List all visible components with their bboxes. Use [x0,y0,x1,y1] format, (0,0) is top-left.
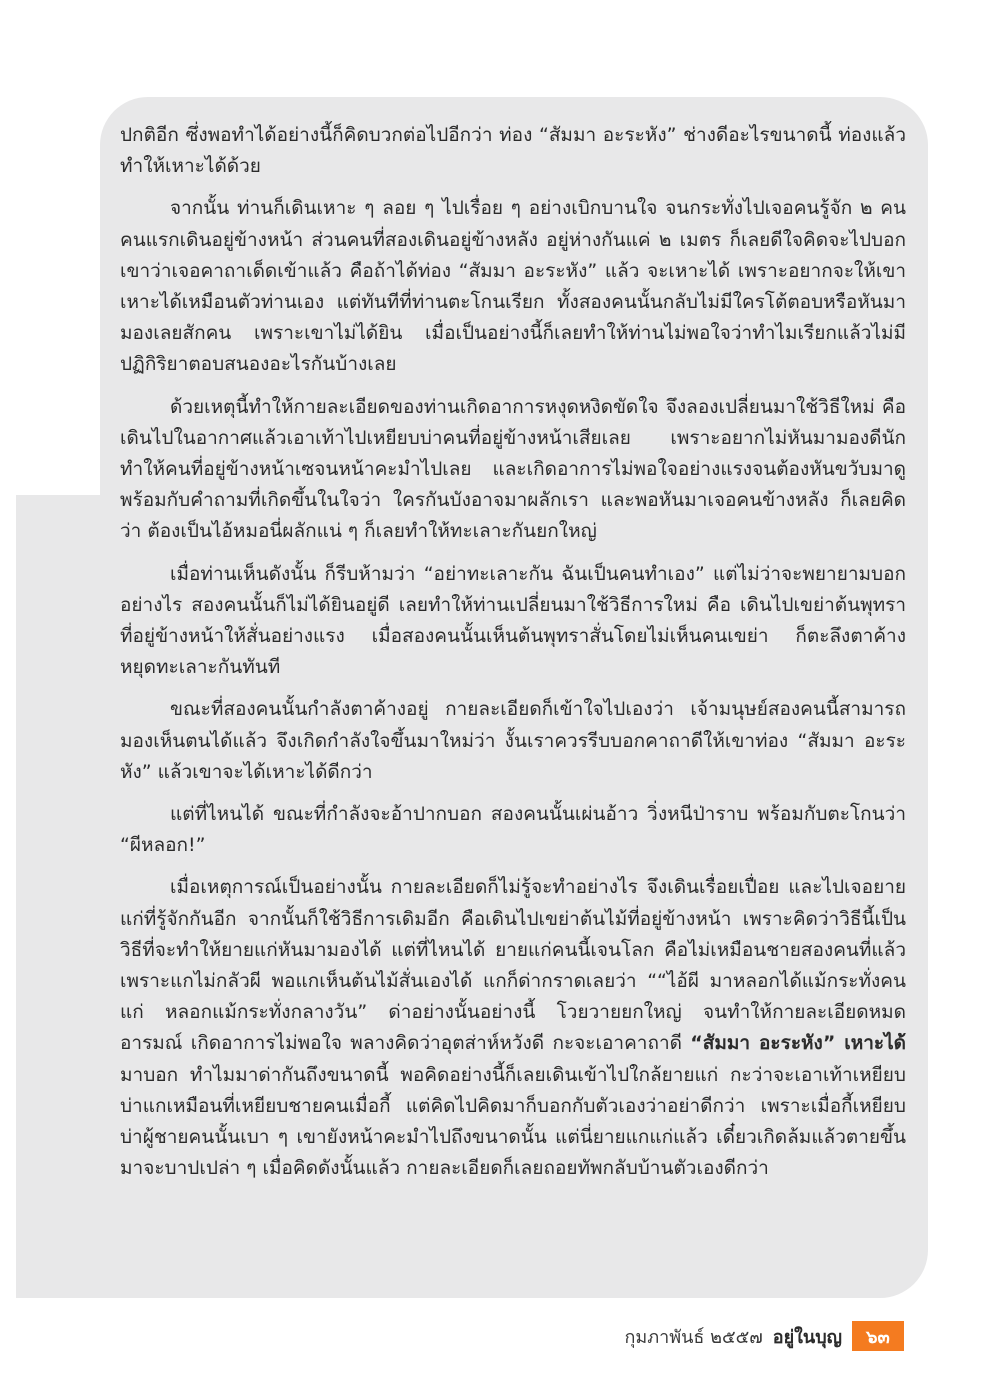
magazine-name: อยู่ในบุญ [772,1326,842,1348]
paragraph-3 [120,392,906,548]
paragraph-text: ด้วยเหตุนี้ทำให้กายละเอียดของท่านเกิดอาการหงุดหงิดขัดใจ จึงลองเปลี่ยนมาใช้วิธีใหม่ คือเดินไปในอากาศแล้วเอาเท้าไปเหยียบบ่าคนที่อยู่ข้างหน้าเสียเลย เพราะอยากไม่หันมามองดีนัก ทำให้คนที่อยู่ข้างหน้าเซจนหน้าคะมำไปเลย และเกิดอาการไม่พอใจอย่างแรงจนต้องหันขวับมาดู พร้อมกับคำถามที่เกิดขึ้นในใจว่า ใครกันบังอาจมาผลักเรา และพอหันมาเจอคนข้างหลัง ก็เลยคิดว่า ต้องเป็นไอ้หมอนี่ผลักแน่ ๆ ก็เลยทำให้ทะเลาะกันยกใหญ่ [120,395,906,543]
magazine-issue-date: กุมภาพันธ์ ๒๕๕๗ [624,1326,763,1348]
paragraph-text: เมื่อเหตุการณ์เป็นอย่างนั้น กายละเอียดก็ไม่รู้จะทำอย่างไร จึงเดินเรื่อยเปื่อย และไปเจอยายแก่ที่รู้จักกันอีก จากนั้นก็ใช้วิธีการเดิมอีก คือเดินไปเขย่าต้นไม้ที่อยู่ข้างหน้า เพราะคิดว่าวิธีนี้เป็นวิธีที่จะทำให้ยายแก่หันมามองได้ แต่ที่ไหนได้ ยายแก่คนนี้เจนโลก คือไม่เหมือนชายสองคนที่แล้ว เพราะแกไม่กลัวผี พอแกเห็นต้นไม้สั่นเองได้ แกก็ด่ากราดเลยว่า ““ไอ้ผี มาหลอกได้แม้กระทั่งคนแก่ หลอกแม้กระทั่งกลางวัน” ด่าอย่างนั้นอย่างนี้ โวยวายยกใหญ่ จนทำให้กายละเอียดหมดอารมณ์ เกิดอาการไม่พอใจ พลางคิดว่าอุตส่าห์หวังดี กะจะเอาคาถาดี [120,876,906,1055]
paragraph-text: ขณะที่สองคนนั้นกำลังตาค้างอยู่ กายละเอียดก็เข้าใจไปเองว่า เจ้ามนุษย์สองคนนี้สามารถมองเห็นตนได้แล้ว จึงเกิดกำลังใจขึ้นมาใหม่ว่า งั้นเราควรรีบบอกคาถาดีให้เขาท่อง “สัมมา อะระหัง” แล้วเขาจะได้เหาะได้ดีกว่า [120,698,906,783]
article-body [120,120,906,1196]
paragraph-text: เมื่อท่านเห็นดังนั้น ก็รีบห้ามว่า “อย่าทะเลาะกัน ฉันเป็นคนทำเอง” แต่ไม่ว่าจะพยายามบอกอย่างไร สองคนนั้นก็ไม่ได้ยินอยู่ดี เลยทำให้ท่านเปลี่ยนมาใช้วิธีการใหม่ คือ เดินไปเขย่าต้นพุทราที่อยู่ข้างหน้าให้สั่นอย่างแรง เมื่อสองคนนั้นเห็นต้นพุทราสั่นโดยไม่เห็นคนเขย่า ก็ตะลึงตาค้าง หยุดทะเลาะกันทันที [120,562,906,679]
page-number-badge: ๖๓ [852,1321,904,1351]
paragraph-1 [120,120,906,182]
paragraph-2 [120,193,906,380]
paragraph-5 [120,694,906,788]
paragraph-text: แต่ที่ไหนได้ ขณะที่กำลังจะอ้าปากบอก สองคนนั้นเผ่นอ้าว วิ่งหนีป่าราบ พร้อมกับตะโกนว่า “ผีหลอก!” [120,803,906,857]
paragraph-text: ปกติอีก ซึ่งพอทำได้อย่างนี้ก็คิดบวกต่อไปอีกว่า ท่อง “สัมมา อะระหัง” ช่างดีอะไรขนาดนี้ ท่องแล้วทำให้เหาะได้ด้วย [120,124,906,178]
paragraph-7 [120,872,906,1184]
mantra-emphasis: “สัมมา อะระหัง” เหาะได้ [690,1032,906,1055]
page-footer [625,1320,904,1352]
paragraph-text: จากนั้น ท่านก็เดินเหาะ ๆ ลอย ๆ ไปเรื่อย ๆ อย่างเบิกบานใจ จนกระทั่งไปเจอคนรู้จัก ๒ คน คนแรกเดินอยู่ข้างหน้า ส่วนคนที่สองเดินอยู่ข้างหลัง อยู่ห่างกันแค่ ๒ เมตร ก็เลยดีใจคิดจะไปบอกเขาว่าเจอคาถาเด็ดเข้าแล้ว คือถ้าได้ท่อง “สัมมา อะระหัง” แล้ว จะเหาะได้ เพราะอยากจะให้เขาเหาะได้เหมือนตัวท่านเอง แต่ทันทีที่ท่านตะโกนเรียก ทั้งสองคนนั้นกลับไม่มีใครโต้ตอบหรือหันมามองเลยสักคน เพราะเขาไม่ได้ยิน เมื่อเป็นอย่างนี้ก็เลยทำให้ท่านไม่พอใจว่าทำไมเรียกแล้วไม่มีปฏิกิริยาตอบสนองอะไรกันบ้างเลย [120,197,906,376]
paragraph-4 [120,559,906,684]
paragraph-6 [120,799,906,861]
paragraph-text: มาบอก ทำไมมาด่ากันถึงขนาดนี้ พอคิดอย่างนี้ก็เลยเดินเข้าไปใกล้ยายแก่ กะว่าจะเอาเท้าเหยียบบ่าแกเหมือนที่เหยียบชายคนเมื่อกี้ แต่คิดไปคิดมาก็บอกกับตัวเองว่าอย่าดีกว่า เพราะเมื่อกี้เหยียบบ่าผู้ชายคนนั้นเบา ๆ เขายังหน้าคะมำไปถึงขนาดนั้น แต่นี่ยายแกแก่แล้ว เดี๋ยวเกิดล้มแล้วตายขึ้นมาจะบาปเปล่า ๆ เมื่อคิดดังนั้นแล้ว กายละเอียดก็เลยถอยทัพกลับบ้านตัวเองดีกว่า [120,1063,906,1180]
